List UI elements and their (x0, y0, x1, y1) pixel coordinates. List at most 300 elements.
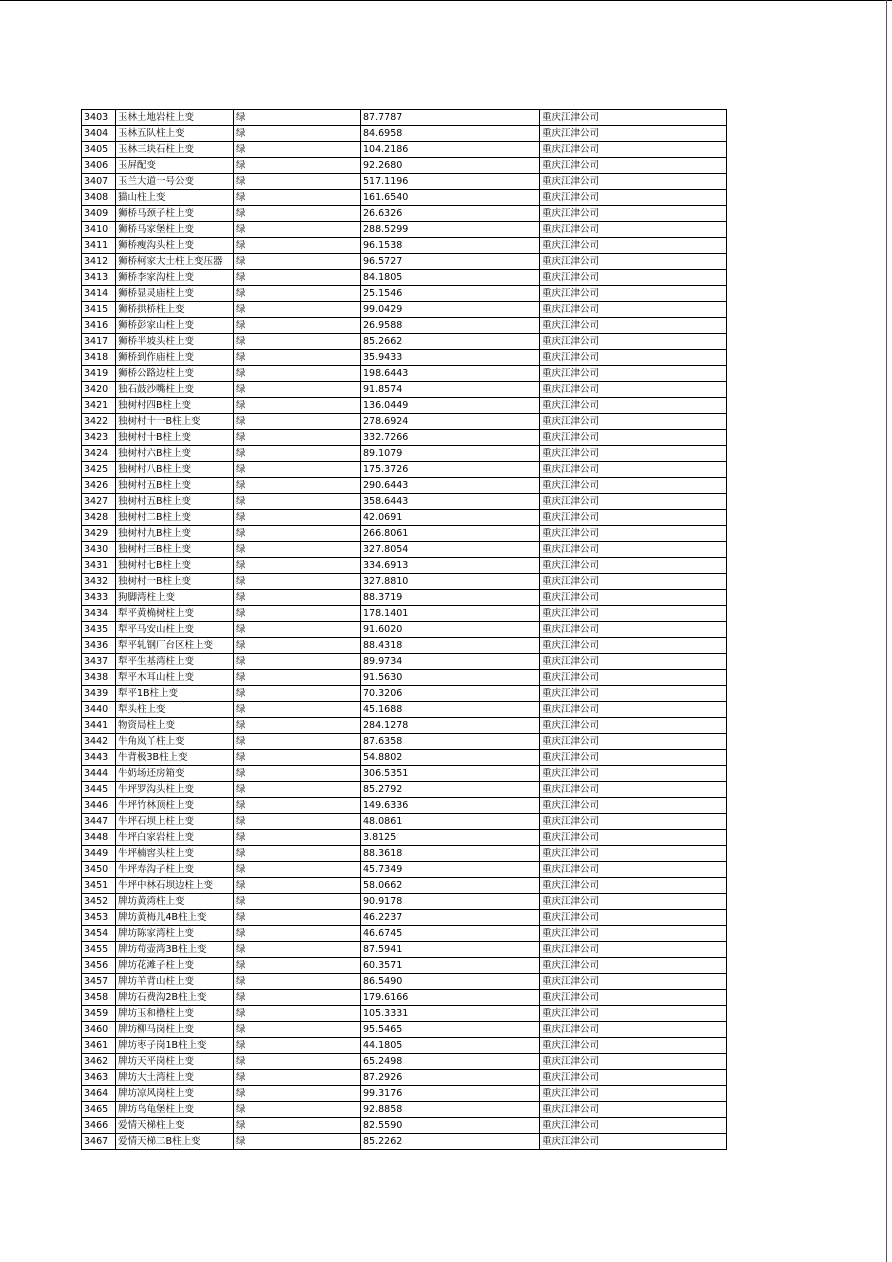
row-number-cell: 3417 (82, 334, 116, 350)
row-number-cell: 3466 (82, 1118, 116, 1134)
company-cell: 重庆江津公司 (540, 158, 727, 174)
row-number-cell: 3406 (82, 158, 116, 174)
row-number-cell: 3448 (82, 830, 116, 846)
table-row (82, 1022, 727, 1038)
company-cell: 重庆江津公司 (540, 926, 727, 942)
row-number-cell: 3455 (82, 942, 116, 958)
row-number-cell: 3425 (82, 462, 116, 478)
value-cell: 84.6958 (361, 126, 540, 142)
company-cell: 重庆江津公司 (540, 686, 727, 702)
status-color-cell: 绿 (234, 302, 361, 318)
value-cell: 278.6924 (361, 414, 540, 430)
status-color-cell: 绿 (234, 1102, 361, 1118)
status-color-cell: 绿 (234, 926, 361, 942)
row-number-cell: 3411 (82, 238, 116, 254)
transformer-name-cell: 牌坊羊背山柱上变 (116, 974, 234, 990)
transformer-name-cell: 牌坊乌龟堡柱上变 (116, 1102, 234, 1118)
table-row (82, 302, 727, 318)
row-number-cell: 3423 (82, 430, 116, 446)
value-cell: 266.8061 (361, 526, 540, 542)
value-cell: 136.0449 (361, 398, 540, 414)
value-cell: 46.2237 (361, 910, 540, 926)
status-color-cell: 绿 (234, 974, 361, 990)
transformer-name-cell: 玉林三块石柱上变 (116, 142, 234, 158)
table-row (82, 446, 727, 462)
transformer-name-cell: 狮桥公路边柱上变 (116, 366, 234, 382)
company-cell: 重庆江津公司 (540, 190, 727, 206)
table-row (82, 414, 727, 430)
company-cell: 重庆江津公司 (540, 1118, 727, 1134)
table-row (82, 590, 727, 606)
table-row (82, 1070, 727, 1086)
value-cell: 517.1196 (361, 174, 540, 190)
status-color-cell: 绿 (234, 1086, 361, 1102)
table-row (82, 990, 727, 1006)
table-row (82, 910, 727, 926)
company-cell: 重庆江津公司 (540, 1102, 727, 1118)
status-color-cell: 绿 (234, 638, 361, 654)
company-cell: 重庆江津公司 (540, 126, 727, 142)
value-cell: 88.4318 (361, 638, 540, 654)
row-number-cell: 3416 (82, 318, 116, 334)
value-cell: 178.1401 (361, 606, 540, 622)
table-row (82, 702, 727, 718)
status-color-cell: 绿 (234, 830, 361, 846)
transformer-name-cell: 独树村二B柱上变 (116, 510, 234, 526)
table-row (82, 798, 727, 814)
status-color-cell: 绿 (234, 782, 361, 798)
table-row (82, 510, 727, 526)
table-row (82, 350, 727, 366)
transformer-name-cell: 狮桥半坡头柱上变 (116, 334, 234, 350)
status-color-cell: 绿 (234, 318, 361, 334)
transformer-name-cell: 狮桥到作庙柱上变 (116, 350, 234, 366)
status-color-cell: 绿 (234, 846, 361, 862)
row-number-cell: 3404 (82, 126, 116, 142)
table-row (82, 782, 727, 798)
row-number-cell: 3420 (82, 382, 116, 398)
company-cell: 重庆江津公司 (540, 542, 727, 558)
status-color-cell: 绿 (234, 222, 361, 238)
table-row (82, 958, 727, 974)
page-top-rule (0, 0, 892, 1)
transformer-name-cell: 猫山柱上变 (116, 190, 234, 206)
transformer-name-cell: 玉兰大道一号公变 (116, 174, 234, 190)
table-row (82, 238, 727, 254)
value-cell: 334.6913 (361, 558, 540, 574)
row-number-cell: 3407 (82, 174, 116, 190)
status-color-cell: 绿 (234, 798, 361, 814)
company-cell: 重庆江津公司 (540, 814, 727, 830)
table-row (82, 142, 727, 158)
row-number-cell: 3446 (82, 798, 116, 814)
value-cell: 85.2662 (361, 334, 540, 350)
status-color-cell: 绿 (234, 862, 361, 878)
status-color-cell: 绿 (234, 334, 361, 350)
table-row (82, 1054, 727, 1070)
transformer-name-cell: 狮桥拱桥柱上变 (116, 302, 234, 318)
transformer-name-cell: 狮桥显灵庙柱上变 (116, 286, 234, 302)
transformer-name-cell: 狮桥柯家大土柱上变压器 (116, 254, 234, 270)
value-cell: 54.8802 (361, 750, 540, 766)
table-row (82, 494, 727, 510)
transformer-name-cell: 物资局柱上变 (116, 718, 234, 734)
row-number-cell: 3458 (82, 990, 116, 1006)
company-cell: 重庆江津公司 (540, 606, 727, 622)
table-body (82, 110, 727, 1150)
transformer-name-cell: 独树村六B柱上变 (116, 446, 234, 462)
row-number-cell: 3428 (82, 510, 116, 526)
table-row (82, 398, 727, 414)
value-cell: 91.6020 (361, 622, 540, 638)
status-color-cell: 绿 (234, 110, 361, 126)
row-number-cell: 3436 (82, 638, 116, 654)
value-cell: 90.9178 (361, 894, 540, 910)
transformer-name-cell: 牛角岚丫柱上变 (116, 734, 234, 750)
company-cell: 重庆江津公司 (540, 702, 727, 718)
status-color-cell: 绿 (234, 574, 361, 590)
table-row (82, 158, 727, 174)
transformer-name-cell: 牌坊花滩子柱上变 (116, 958, 234, 974)
company-cell: 重庆江津公司 (540, 718, 727, 734)
value-cell: 95.5465 (361, 1022, 540, 1038)
company-cell: 重庆江津公司 (540, 910, 727, 926)
status-color-cell: 绿 (234, 606, 361, 622)
status-color-cell: 绿 (234, 174, 361, 190)
status-color-cell: 绿 (234, 366, 361, 382)
table-row (82, 766, 727, 782)
transformer-name-cell: 狮桥彭家山柱上变 (116, 318, 234, 334)
status-color-cell: 绿 (234, 126, 361, 142)
row-number-cell: 3450 (82, 862, 116, 878)
transformer-name-cell: 牛坪罗沟头柱上变 (116, 782, 234, 798)
company-cell: 重庆江津公司 (540, 670, 727, 686)
transformer-name-cell: 牛坪白家岩柱上变 (116, 830, 234, 846)
table-row (82, 1134, 727, 1150)
table-row (82, 974, 727, 990)
row-number-cell: 3434 (82, 606, 116, 622)
status-color-cell: 绿 (234, 478, 361, 494)
company-cell: 重庆江津公司 (540, 366, 727, 382)
table-row (82, 126, 727, 142)
transformer-name-cell: 玉林土地岩柱上变 (116, 110, 234, 126)
table-row (82, 206, 727, 222)
status-color-cell: 绿 (234, 686, 361, 702)
transformer-name-cell: 犁头柱上变 (116, 702, 234, 718)
value-cell: 85.2792 (361, 782, 540, 798)
table-row (82, 622, 727, 638)
table-row (82, 926, 727, 942)
transformer-name-cell: 独树村五B柱上变 (116, 494, 234, 510)
value-cell: 48.0861 (361, 814, 540, 830)
value-cell: 84.1805 (361, 270, 540, 286)
company-cell: 重庆江津公司 (540, 990, 727, 1006)
status-color-cell: 绿 (234, 910, 361, 926)
status-color-cell: 绿 (234, 350, 361, 366)
transformer-name-cell: 独树村十B柱上变 (116, 430, 234, 446)
value-cell: 86.5490 (361, 974, 540, 990)
value-cell: 306.5351 (361, 766, 540, 782)
company-cell: 重庆江津公司 (540, 334, 727, 350)
company-cell: 重庆江津公司 (540, 734, 727, 750)
company-cell: 重庆江津公司 (540, 206, 727, 222)
value-cell: 175.3726 (361, 462, 540, 478)
status-color-cell: 绿 (234, 526, 361, 542)
table-row (82, 462, 727, 478)
table-row (82, 814, 727, 830)
value-cell: 26.9588 (361, 318, 540, 334)
value-cell: 88.3719 (361, 590, 540, 606)
status-color-cell: 绿 (234, 558, 361, 574)
row-number-cell: 3440 (82, 702, 116, 718)
status-color-cell: 绿 (234, 398, 361, 414)
table-row (82, 830, 727, 846)
row-number-cell: 3412 (82, 254, 116, 270)
table-row (82, 894, 727, 910)
transformer-name-cell: 牌坊黄梅儿4B柱上变 (116, 910, 234, 926)
transformer-table (81, 109, 727, 1150)
row-number-cell: 3418 (82, 350, 116, 366)
transformer-name-cell: 独石鼓沙嘴柱上变 (116, 382, 234, 398)
table-row (82, 222, 727, 238)
table-row (82, 654, 727, 670)
table-row (82, 734, 727, 750)
row-number-cell: 3467 (82, 1134, 116, 1150)
company-cell: 重庆江津公司 (540, 766, 727, 782)
status-color-cell: 绿 (234, 750, 361, 766)
company-cell: 重庆江津公司 (540, 238, 727, 254)
company-cell: 重庆江津公司 (540, 846, 727, 862)
row-number-cell: 3452 (82, 894, 116, 910)
company-cell: 重庆江津公司 (540, 1038, 727, 1054)
table-row (82, 862, 727, 878)
company-cell: 重庆江津公司 (540, 1134, 727, 1150)
transformer-name-cell: 牌坊大土湾柱上变 (116, 1070, 234, 1086)
table-row (82, 638, 727, 654)
transformer-name-cell: 牌坊玉和橹柱上变 (116, 1006, 234, 1022)
value-cell: 88.3618 (361, 846, 540, 862)
transformer-name-cell: 犁平马安山柱上变 (116, 622, 234, 638)
status-color-cell: 绿 (234, 254, 361, 270)
status-color-cell: 绿 (234, 622, 361, 638)
status-color-cell: 绿 (234, 990, 361, 1006)
transformer-name-cell: 牌坊陈家湾柱上变 (116, 926, 234, 942)
value-cell: 179.6166 (361, 990, 540, 1006)
row-number-cell: 3465 (82, 1102, 116, 1118)
status-color-cell: 绿 (234, 718, 361, 734)
value-cell: 89.9734 (361, 654, 540, 670)
status-color-cell: 绿 (234, 1038, 361, 1054)
row-number-cell: 3459 (82, 1006, 116, 1022)
transformer-name-cell: 独树村七B柱上变 (116, 558, 234, 574)
status-color-cell: 绿 (234, 670, 361, 686)
status-color-cell: 绿 (234, 958, 361, 974)
company-cell: 重庆江津公司 (540, 942, 727, 958)
transformer-name-cell: 牛奶场还房箱变 (116, 766, 234, 782)
transformer-name-cell: 狮桥李家沟柱上变 (116, 270, 234, 286)
table-row (82, 174, 727, 190)
value-cell: 104.2186 (361, 142, 540, 158)
company-cell: 重庆江津公司 (540, 350, 727, 366)
table-row (82, 254, 727, 270)
table-row (82, 670, 727, 686)
row-number-cell: 3414 (82, 286, 116, 302)
value-cell: 161.6540 (361, 190, 540, 206)
table-row (82, 318, 727, 334)
row-number-cell: 3439 (82, 686, 116, 702)
transformer-name-cell: 牌坊石费沟2B柱上变 (116, 990, 234, 1006)
row-number-cell: 3427 (82, 494, 116, 510)
value-cell: 96.1538 (361, 238, 540, 254)
transformer-name-cell: 独树村五B柱上变 (116, 478, 234, 494)
value-cell: 87.6358 (361, 734, 540, 750)
transformer-name-cell: 牌坊柳马岗柱上变 (116, 1022, 234, 1038)
status-color-cell: 绿 (234, 1054, 361, 1070)
value-cell: 87.2926 (361, 1070, 540, 1086)
value-cell: 65.2498 (361, 1054, 540, 1070)
row-number-cell: 3441 (82, 718, 116, 734)
transformer-name-cell: 牛背极3B柱上变 (116, 750, 234, 766)
company-cell: 重庆江津公司 (540, 574, 727, 590)
transformer-name-cell: 犁平木耳山柱上变 (116, 670, 234, 686)
status-color-cell: 绿 (234, 734, 361, 750)
status-color-cell: 绿 (234, 878, 361, 894)
value-cell: 92.2680 (361, 158, 540, 174)
company-cell: 重庆江津公司 (540, 878, 727, 894)
page-right-rule (886, 0, 887, 1262)
transformer-name-cell: 牌坊枣子岗1B柱上变 (116, 1038, 234, 1054)
company-cell: 重庆江津公司 (540, 782, 727, 798)
company-cell: 重庆江津公司 (540, 1070, 727, 1086)
row-number-cell: 3422 (82, 414, 116, 430)
company-cell: 重庆江津公司 (540, 494, 727, 510)
transformer-name-cell: 犁平轧钢厂台区柱上变 (116, 638, 234, 654)
row-number-cell: 3424 (82, 446, 116, 462)
transformer-name-cell: 犁平1B柱上变 (116, 686, 234, 702)
value-cell: 327.8810 (361, 574, 540, 590)
company-cell: 重庆江津公司 (540, 414, 727, 430)
status-color-cell: 绿 (234, 430, 361, 446)
value-cell: 91.5630 (361, 670, 540, 686)
value-cell: 60.3571 (361, 958, 540, 974)
table-row (82, 1006, 727, 1022)
company-cell: 重庆江津公司 (540, 590, 727, 606)
company-cell: 重庆江津公司 (540, 654, 727, 670)
row-number-cell: 3457 (82, 974, 116, 990)
table-row (82, 606, 727, 622)
row-number-cell: 3438 (82, 670, 116, 686)
transformer-name-cell: 爱情天梯二B柱上变 (116, 1134, 234, 1150)
value-cell: 91.8574 (361, 382, 540, 398)
table-row (82, 686, 727, 702)
company-cell: 重庆江津公司 (540, 174, 727, 190)
table-row (82, 526, 727, 542)
transformer-name-cell: 狮桥瘦沟头柱上变 (116, 238, 234, 254)
value-cell: 198.6443 (361, 366, 540, 382)
company-cell: 重庆江津公司 (540, 110, 727, 126)
table-row (82, 270, 727, 286)
company-cell: 重庆江津公司 (540, 1086, 727, 1102)
status-color-cell: 绿 (234, 590, 361, 606)
transformer-name-cell: 犁平生基湾柱上变 (116, 654, 234, 670)
table-row (82, 366, 727, 382)
company-cell: 重庆江津公司 (540, 302, 727, 318)
status-color-cell: 绿 (234, 158, 361, 174)
row-number-cell: 3464 (82, 1086, 116, 1102)
table-row (82, 1102, 727, 1118)
value-cell: 42.0691 (361, 510, 540, 526)
row-number-cell: 3409 (82, 206, 116, 222)
value-cell: 288.5299 (361, 222, 540, 238)
row-number-cell: 3444 (82, 766, 116, 782)
value-cell: 358.6443 (361, 494, 540, 510)
transformer-name-cell: 狮桥马家堡柱上变 (116, 222, 234, 238)
row-number-cell: 3453 (82, 910, 116, 926)
row-number-cell: 3437 (82, 654, 116, 670)
company-cell: 重庆江津公司 (540, 446, 727, 462)
transformer-name-cell: 牛坪楠窖头柱上变 (116, 846, 234, 862)
row-number-cell: 3430 (82, 542, 116, 558)
status-color-cell: 绿 (234, 270, 361, 286)
value-cell: 96.5727 (361, 254, 540, 270)
company-cell: 重庆江津公司 (540, 798, 727, 814)
table-row (82, 286, 727, 302)
row-number-cell: 3415 (82, 302, 116, 318)
transformer-name-cell: 牌坊天平岗柱上变 (116, 1054, 234, 1070)
status-color-cell: 绿 (234, 766, 361, 782)
table-row (82, 1038, 727, 1054)
transformer-name-cell: 牛坪竹林顶柱上变 (116, 798, 234, 814)
status-color-cell: 绿 (234, 1070, 361, 1086)
table-row (82, 110, 727, 126)
row-number-cell: 3443 (82, 750, 116, 766)
value-cell: 44.1805 (361, 1038, 540, 1054)
transformer-name-cell: 犁平黄桷树柱上变 (116, 606, 234, 622)
value-cell: 92.8858 (361, 1102, 540, 1118)
company-cell: 重庆江津公司 (540, 958, 727, 974)
transformer-name-cell: 牛坪中林石坝边柱上变 (116, 878, 234, 894)
status-color-cell: 绿 (234, 1134, 361, 1150)
company-cell: 重庆江津公司 (540, 1006, 727, 1022)
transformer-name-cell: 爱情天梯柱上变 (116, 1118, 234, 1134)
value-cell: 327.8054 (361, 542, 540, 558)
table-row (82, 846, 727, 862)
company-cell: 重庆江津公司 (540, 1054, 727, 1070)
transformer-name-cell: 牛坪寿沟子柱上变 (116, 862, 234, 878)
table-row (82, 558, 727, 574)
row-number-cell: 3419 (82, 366, 116, 382)
row-number-cell: 3462 (82, 1054, 116, 1070)
company-cell: 重庆江津公司 (540, 430, 727, 446)
value-cell: 89.1079 (361, 446, 540, 462)
value-cell: 35.9433 (361, 350, 540, 366)
value-cell: 82.5590 (361, 1118, 540, 1134)
value-cell: 284.1278 (361, 718, 540, 734)
status-color-cell: 绿 (234, 702, 361, 718)
value-cell: 3.8125 (361, 830, 540, 846)
value-cell: 45.7349 (361, 862, 540, 878)
row-number-cell: 3454 (82, 926, 116, 942)
status-color-cell: 绿 (234, 494, 361, 510)
row-number-cell: 3435 (82, 622, 116, 638)
transformer-name-cell: 牌坊凉风岗柱上变 (116, 1086, 234, 1102)
company-cell: 重庆江津公司 (540, 526, 727, 542)
value-cell: 105.3331 (361, 1006, 540, 1022)
table-row (82, 718, 727, 734)
transformer-name-cell: 牛坪石坝上柱上变 (116, 814, 234, 830)
table-row (82, 750, 727, 766)
company-cell: 重庆江津公司 (540, 830, 727, 846)
